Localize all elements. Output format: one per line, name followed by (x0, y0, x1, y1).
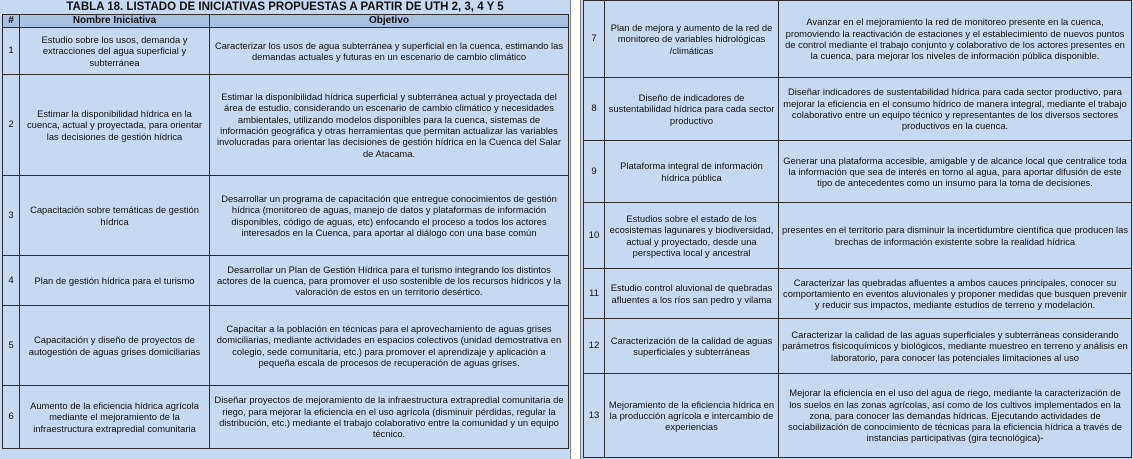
row-objective: Diseñar indicadores de sustentabilidad hídrica para cada sector productivo, para mejorar la eficiencia en el consumo hídrico de manera integral, mediante el trabajo colaborativo entre un equipo técnico y representantes de los diversos sectores productivos en la cuenca. (779, 78, 1132, 141)
initiatives-table-left (2, 14, 569, 449)
row-num: 2 (3, 75, 20, 176)
row-objective: Caracterizar los usos de agua subterránea y superficial en la cuenca, estimando las demandas actuales y futuras en un escenario de cambio climático (210, 28, 569, 75)
row-num: 5 (3, 306, 20, 386)
row-name: Diseño de indicadores de sustentabilidad hídrica para cada sector productivo (605, 78, 779, 141)
table-row (584, 269, 1132, 319)
table-row (3, 306, 569, 386)
row-name: Estudios sobre el estado de los ecosistemas lagunares y biodiversidad, actual y proyectado, desde una perspectiva local y ancestral (605, 203, 779, 269)
row-objective: presentes en el territorio para disminuir la incertidumbre científica que producen las brechas de información existente sobre la realidad hídrica (779, 203, 1132, 269)
header-num: # (3, 15, 20, 28)
row-num: 11 (584, 269, 605, 319)
row-objective: Diseñar proyectos de mejoramiento de la infraestructura extrapredial comunitaria de riego, para mejorar la eficiencia en el uso agrícola (disminuir pérdidas, regular la distribución, etc.) mediante el trabajo colaborativo entre la comunidad y un equipo técnico. (210, 386, 569, 449)
row-num: 1 (3, 28, 20, 75)
row-num: 6 (3, 386, 20, 449)
row-num: 13 (584, 374, 605, 458)
right-table-panel (581, 0, 1133, 459)
row-num: 7 (584, 1, 605, 78)
table-row (584, 203, 1132, 269)
row-objective: Desarrollar un Plan de Gestión Hídrica para el turismo integrando los distintos actores de la cuenca, para promover el uso sostenible de los recursos hídricos y la valoración de estos en un territorio desértico. (210, 256, 569, 306)
table-row (584, 141, 1132, 203)
table-row (584, 374, 1132, 458)
table-row (584, 319, 1132, 374)
row-name: Caracterización de la calidad de aguas superficiales y subterráneas (605, 319, 779, 374)
row-num: 10 (584, 203, 605, 269)
row-num: 12 (584, 319, 605, 374)
row-num: 3 (3, 176, 20, 256)
table-header-row (3, 15, 569, 28)
table-row (584, 78, 1132, 141)
header-objective: Objetivo (210, 15, 569, 28)
initiatives-table-right (583, 0, 1132, 458)
row-name: Aumento de la eficiencia hídrica agrícola mediante el mejoramiento de la infraestructura extrapredial comunitaria (20, 386, 210, 449)
row-objective: Generar una plataforma accesible, amigable y de alcance local que centralice toda la información que sea de interés en torno al agua, para aportar difusión de este tipo de antecedentes como un insumo para la toma de decisiones. (779, 141, 1132, 203)
row-name: Plan de mejora y aumento de la red de monitoreo de variables hidrológicas /climáticas (605, 1, 779, 78)
row-objective: Caracterizar las quebradas afluentes a ambos cauces principales, conocer su comportamiento en eventos aluvionales y proponer medidas que busquen prevenir y reducir sus impactos, mediante estudios de terreno y modelación. (779, 269, 1132, 319)
row-objective: Estimar la disponibilidad hídrica superficial y subterránea actual y proyectada del área de estudio, considerando un escenario de cambio climático y necesidades ambientales, utilizando modelos disponibles para la cuenca, sistemas de información geográfica y otras herramientas que permitan actualizar las variables involucradas para orientar las decisiones de gestión hídrica en la Cuenca del Salar de Atacama. (210, 75, 569, 176)
row-name: Capacitación y diseño de proyectos de autogestión de aguas grises domiciliarias (20, 306, 210, 386)
row-name: Plan de gestión hídrica para el turismo (20, 256, 210, 306)
row-name: Capacitación sobre temáticas de gestión hídrica (20, 176, 210, 256)
table-row (584, 1, 1132, 78)
page-divider (570, 0, 581, 459)
row-objective: Caracterizar la calidad de las aguas superficiales y subterráneas considerando parámetros fisicoquímicos y biológicos, mediante muestreo en terreno y análisis en laboratorio, para conocer las potenciales limitaciones al uso (779, 319, 1132, 374)
row-name: Estudio sobre los usos, demanda y extracciones del agua superficial y subterránea (20, 28, 210, 75)
row-objective: Mejorar la eficiencia en el uso del agua de riego, mediante la caracterización de los suelos en las zonas agrícolas, así como de los cultivos implementados en la zona, para conocer las demandas hídricas. Ejecutando actividades de sociabilización de conocimiento de técnicas para la eficiencia hídrica a través de instancias participativas (gira tecnológica)- (779, 374, 1132, 458)
row-objective: Desarrollar un programa de capacitación que entregue conocimientos de gestión hídrica (monitoreo de aguas, manejo de datos y plataformas de información disponibles, código de aguas, etc) enfocando el proceso a todos los actores interesados en la Cuenca, para aportar al diálogo con una base común (210, 176, 569, 256)
row-num: 9 (584, 141, 605, 203)
table-row (3, 28, 569, 75)
row-name: Estimar la disponibilidad hídrica en la cuenca, actual y proyectada, para orientar las decisiones de gestión hídrica (20, 75, 210, 176)
table-row (3, 256, 569, 306)
row-name: Estudio control aluvional de quebradas afluentes a los ríos san pedro y vilama (605, 269, 779, 319)
row-name: Mejoramiento de la eficiencia hídrica en la producción agrícola e intercambio de experiencias (605, 374, 779, 458)
row-objective: Avanzar en el mejoramiento la red de monitoreo presente en la cuenca, promoviendo la reactivación de estaciones y el establecimiento de nuevos puntos de control mediante el trabajo conjunto y colaborativo de los actores presentes en la cuenca, para mejorar los niveles de información pública disponible. (779, 1, 1132, 78)
row-num: 8 (584, 78, 605, 141)
row-name: Plataforma integral de información hídrica pública (605, 141, 779, 203)
header-name: Nombre Iniciativa (20, 15, 210, 28)
table-row (3, 75, 569, 176)
row-num: 4 (3, 256, 20, 306)
table-row (3, 176, 569, 256)
table-title: TABLA 18. LISTADO DE INICIATIVAS PROPUESTAS A PARTIR DE UTH 2, 3, 4 Y 5 (66, 1, 504, 13)
table-row (3, 386, 569, 449)
row-objective: Capacitar a la población en técnicas para el aprovechamiento de aguas grises domiciliarias, mediante actividades en espacios colectivos (unidad demostrativa en colegio, sede comunitaria, etc.) para promover el aprendizaje y aplicación a pequeña escala de procesos de recuperación de aguas grises. (210, 306, 569, 386)
